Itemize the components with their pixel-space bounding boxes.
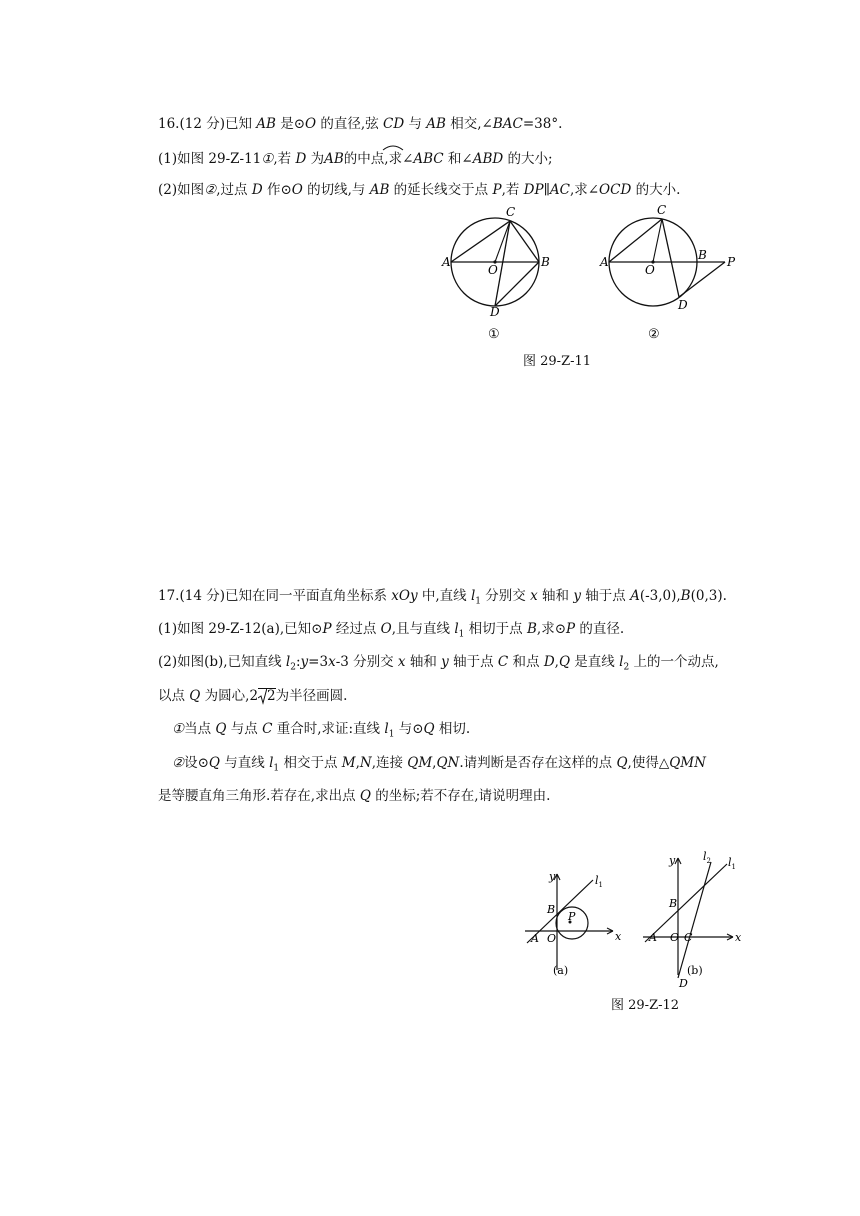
q17-part2: (2)如图(b),已知直线 $l_2:y=3x-3$ 分别交 x 轴和 y 轴于点 C 和点 D,Q 是直线 $l_2$ 上的一个动点,: [158, 654, 719, 673]
q17-sub2-cont: 是等腰直角三角形.若存在,求出点 Q 的坐标;若不存在,请说明理由.: [158, 788, 551, 804]
axis-y-b: y: [669, 854, 676, 867]
subfig-label-2: ②: [648, 327, 660, 342]
label-a-2: A: [600, 255, 609, 269]
label-c-2: C: [657, 203, 667, 217]
label-p: P: [727, 255, 736, 269]
figure-29-z-11: [440, 200, 770, 350]
label-b-2: B: [698, 248, 707, 262]
label-o-2: O: [645, 263, 655, 277]
axis-x-b: x: [735, 931, 742, 944]
line-l1-b: $l_1$: [728, 856, 736, 871]
line-l1-a: $l_1$: [595, 874, 603, 889]
label-d-2: D: [678, 298, 688, 312]
q16-part1: (1)如图 29-Z-11①,若 D 为AB的中点,求∠ABC 和∠ABD 的大小;: [158, 148, 553, 168]
label-c: C: [506, 205, 516, 219]
caption-29-z-12: 图 29-Z-12: [611, 998, 680, 1013]
label-d-b: D: [679, 977, 688, 990]
subfig-label-b: (b): [687, 964, 703, 977]
label-b-b: B: [669, 897, 678, 910]
label-c-b: C: [684, 931, 693, 944]
arc-ab: AB: [324, 151, 344, 167]
figure-29-z-12: [515, 850, 755, 990]
axis-y-a: y: [549, 870, 556, 883]
axis-x-a: x: [615, 930, 622, 943]
circle-figure-2: [599, 203, 736, 342]
label-b: B: [541, 255, 550, 269]
subfig-label-1: ①: [488, 327, 500, 342]
circle-figure-1: [441, 205, 550, 342]
label-a: A: [442, 255, 451, 269]
q16-part2: (2)如图②,过点 D 作⊙O 的切线,与 AB 的延长线交于点 P,若 DP∥AC,求∠OCD 的大小.: [158, 182, 681, 198]
label-o-a: O: [547, 932, 557, 945]
arc-mark: [382, 143, 404, 151]
sqrt-two: 2: [258, 688, 276, 704]
coord-figure-b: [643, 850, 742, 990]
label-a-b: A: [649, 931, 657, 944]
q16-stem: 16.(12 分)已知 AB 是⊙O 的直径,弦 CD 与 AB 相交,∠BAC=38°.: [158, 116, 563, 132]
q17-stem: 17.(14 分)已知在同一平面直角坐标系 xOy 中,直线 $l_1$ 分别交 x 轴和 y 轴于点 A(-3,0),B(0,3).: [158, 588, 727, 607]
coord-figure-a: [525, 870, 622, 977]
label-d: D: [490, 305, 500, 319]
q17-part1: (1)如图 29-Z-12(a),已知⊙P 经过点 O,且与直线 $l_1$ 相切于点 B,求⊙P 的直径.: [158, 621, 625, 640]
label-a-a: A: [531, 932, 539, 945]
label-p-a: P: [568, 910, 576, 923]
q17-part2-cont: 以点 Q 为圆心,2 2为半径画圆.: [158, 688, 348, 704]
line-l2-b: $l_2$: [703, 850, 711, 865]
label-b-a: B: [547, 903, 556, 916]
label-o: O: [488, 263, 498, 277]
q17-sub2: ②设⊙Q 与直线 $l_1$ 相交于点 M,N,连接 QM,QN.请判断是否存在这样的点 Q,使得△QMN: [172, 755, 706, 774]
q17-sub1: ①当点 Q 与点 C 重合时,求证:直线 $l_1$ 与⊙Q 相切.: [172, 721, 471, 740]
caption-29-z-11: 图 29-Z-11: [523, 354, 592, 369]
label-o-b: O: [670, 931, 680, 944]
subfig-label-a: (a): [553, 964, 569, 977]
